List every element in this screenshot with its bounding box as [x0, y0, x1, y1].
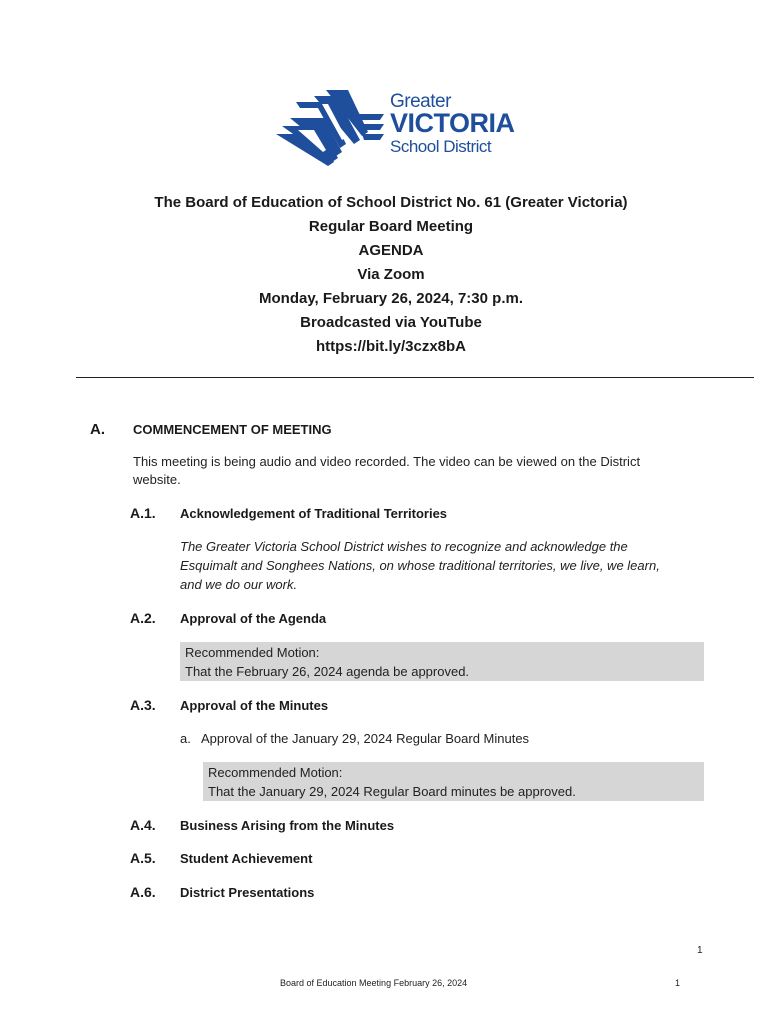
- board-name: The Board of Education of School District No. 61 (Greater Victoria): [154, 194, 628, 211]
- section-intro-line: This meeting is being audio and video recorded. The video can be viewed on the District: [133, 454, 641, 469]
- broadcast-note: Broadcasted via YouTube: [300, 314, 482, 331]
- chevron-wings-icon: [276, 88, 388, 168]
- item-number: A.6.: [130, 884, 156, 900]
- footer-page-number: 1: [675, 978, 681, 988]
- motion-text: That the January 29, 2024 Regular Board minutes be approved.: [208, 784, 576, 799]
- meeting-date: Monday, February 26, 2024, 7:30 p.m.: [259, 290, 523, 307]
- item-number: A.1.: [130, 505, 156, 521]
- acknowledgement-line: The Greater Victoria School District wishes to recognize and acknowledge the: [180, 539, 628, 554]
- item-title: Approval of the Agenda: [180, 611, 327, 626]
- page-number: 1: [697, 945, 703, 956]
- section-letter: A.: [90, 421, 105, 438]
- motion-label: Recommended Motion:: [185, 645, 320, 660]
- item-number: A.5.: [130, 850, 156, 866]
- section-title: COMMENCEMENT OF MEETING: [133, 422, 332, 437]
- agenda-heading: AGENDA: [358, 242, 424, 259]
- agenda-title-block: [0, 191, 770, 359]
- item-number: A.2.: [130, 610, 156, 626]
- territorial-acknowledgement: [180, 537, 740, 594]
- item-title: Acknowledgement of Traditional Territories: [180, 506, 448, 521]
- district-logo: [276, 88, 526, 168]
- recommended-motion-box: [180, 642, 704, 681]
- logo-greater: Greater: [390, 91, 451, 112]
- youtube-link[interactable]: https://bit.ly/3czx8bA: [315, 338, 467, 355]
- section-intro: [133, 453, 733, 489]
- meeting-venue: Via Zoom: [357, 266, 425, 283]
- section-intro-line: website.: [133, 472, 181, 487]
- logo-victoria: VICTORIA: [390, 108, 515, 138]
- item-title: District Presentations: [180, 885, 315, 900]
- logo-school-district: School District: [390, 137, 492, 156]
- item-number: A.3.: [130, 697, 156, 713]
- item-title: Student Achievement: [180, 851, 313, 866]
- acknowledgement-line: Esquimalt and Songhees Nations, on whose traditional territories, we live, we learn,: [180, 558, 660, 573]
- motion-text: That the February 26, 2024 agenda be approved.: [185, 664, 470, 679]
- meeting-type: Regular Board Meeting: [308, 218, 474, 235]
- item-title: Approval of the Minutes: [180, 698, 329, 713]
- divider: [76, 377, 754, 378]
- sub-item: a. Approval of the January 29, 2024 Regular Board Minutes: [180, 731, 530, 746]
- recommended-motion-box: [203, 762, 704, 801]
- footer-text: Board of Education Meeting February 26, 2024: [280, 978, 468, 988]
- acknowledgement-line: and we do our work.: [180, 577, 298, 592]
- motion-label: Recommended Motion:: [208, 765, 343, 780]
- item-title: Business Arising from the Minutes: [180, 818, 395, 833]
- item-number: A.4.: [130, 817, 156, 833]
